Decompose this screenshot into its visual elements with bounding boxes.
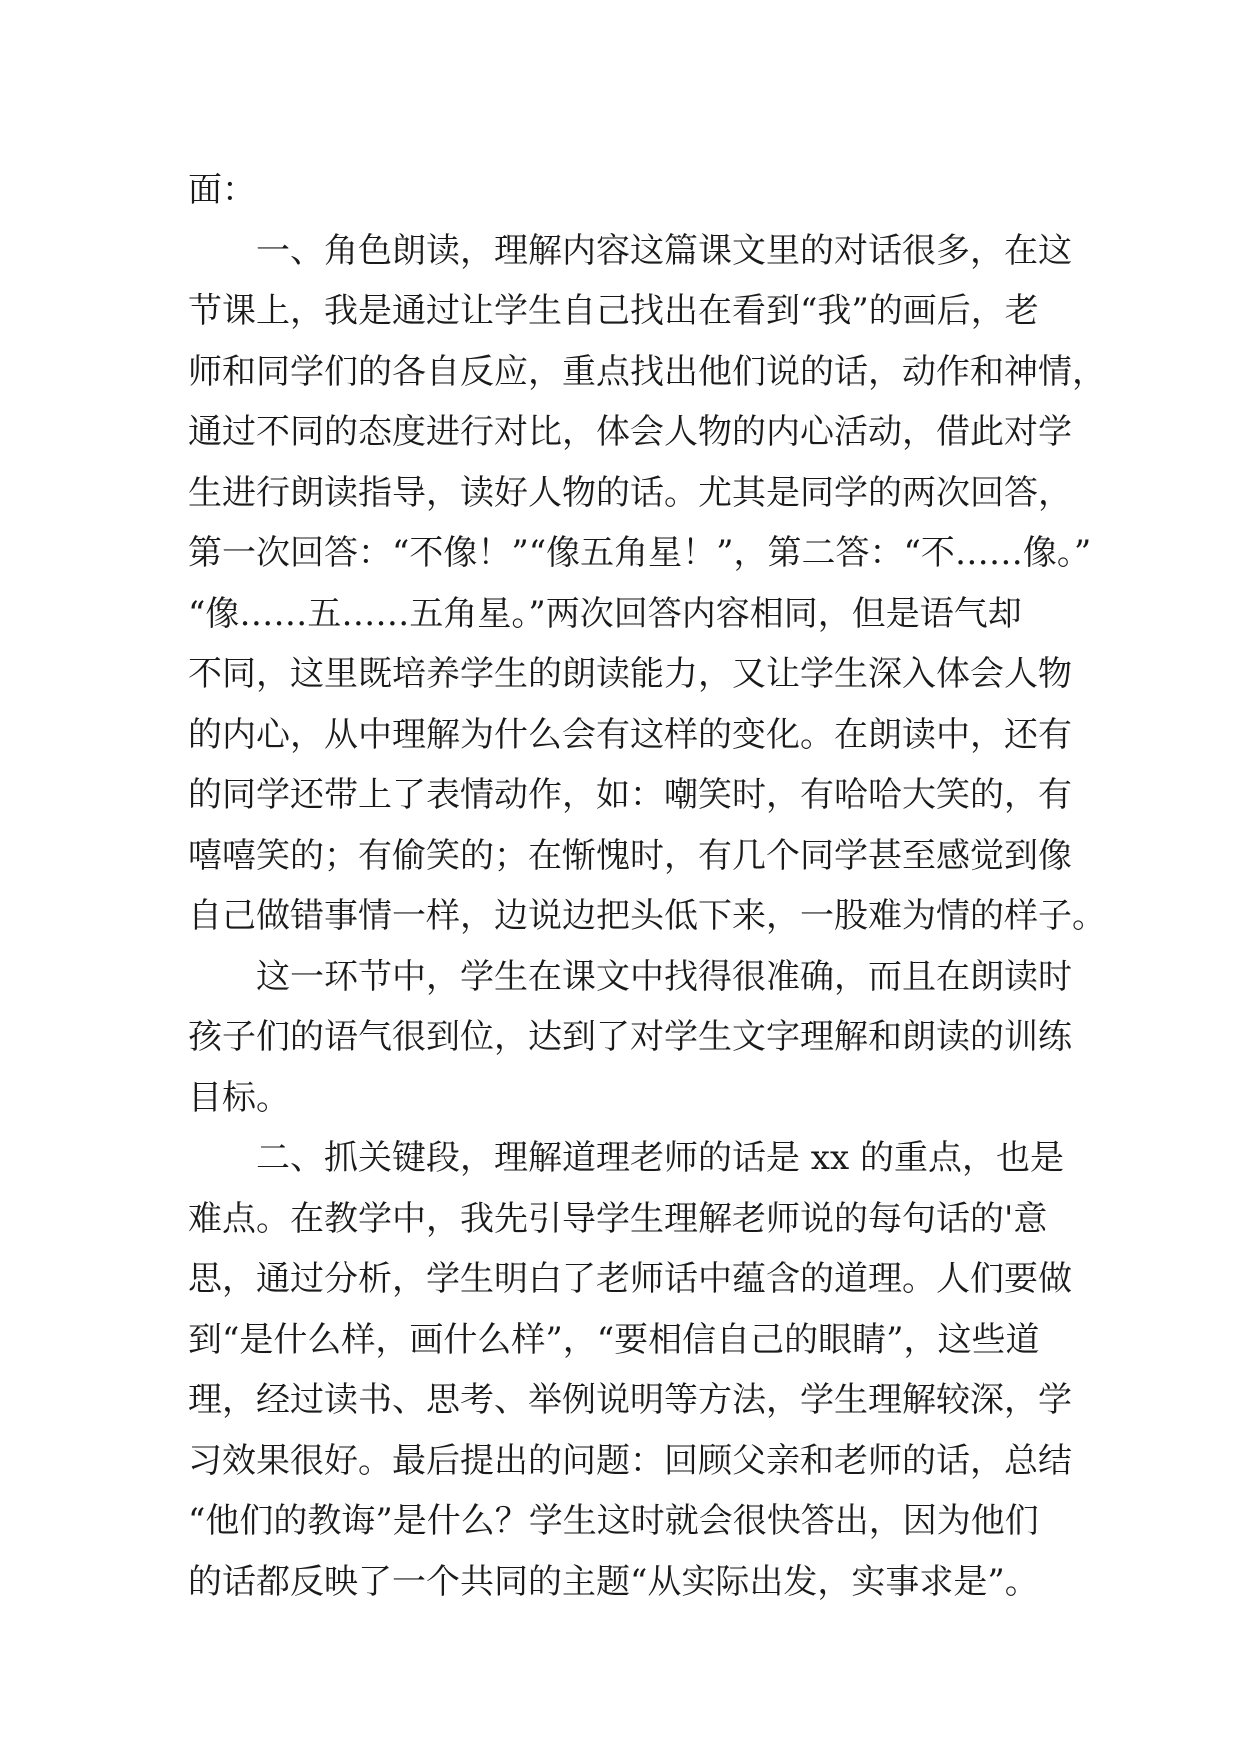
paragraph-1-start: 一、角色朗读，理解内容这篇课文里的对话很多，在这 <box>256 230 1072 271</box>
body-text <box>188 160 1106 1612</box>
text-line: 的内心，从中理解为什么会有这样的变化。在朗读中，还有 <box>188 714 1072 755</box>
text-line: 自己做错事情一样，边说边把头低下来，一股难为情的样子。 <box>188 896 1106 936</box>
text-line: 嘻嘻笑的；有偷笑的；在惭愧时，有几个同学甚至感觉到像 <box>188 835 1072 876</box>
text-line: 师和同学们的各自反应，重点找出他们说的话，动作和神情， <box>188 351 1106 392</box>
text-line: 的话都反映了一个共同的主题“从实际出发，实事求是”。 <box>188 1561 1039 1602</box>
text-line: 生进行朗读指导，读好人物的话。尤其是同学的两次回答， <box>188 472 1072 513</box>
text-line: “他们的教诲”是什么？学生这时就会很快答出，因为他们 <box>188 1501 1039 1541</box>
paragraph-3-start: 二、抓关键段，理解道理老师的话是 xx 的重点，也是 <box>256 1138 1064 1178</box>
text-line: 理，经过读书、思考、举例说明等方法，学生理解较深，学 <box>188 1380 1072 1420</box>
text-line: 的同学还带上了表情动作，如：嘲笑时，有哈哈大笑的，有 <box>188 775 1072 815</box>
text-line: “像……五……五角星。”两次回答内容相同，但是语气却 <box>188 593 1022 634</box>
text-line: 面： <box>188 170 256 210</box>
text-line: 第一次回答：“不像！”“像五角星！”，第二答：“不……像。” <box>188 533 1092 573</box>
text-line: 到“是什么样，画什么样”，“要相信自己的眼睛”，这些道 <box>188 1319 1040 1360</box>
text-line: 难点。在教学中，我先引导学生理解老师说的每句话的'意 <box>188 1198 1048 1239</box>
text-line: 目标。 <box>188 1077 290 1118</box>
text-line: 孩子们的语气很到位，达到了对学生文字理解和朗读的训练 <box>188 1017 1072 1057</box>
text-line: 不同，这里既培养学生的朗读能力，又让学生深入体会人物 <box>188 654 1072 694</box>
text-line: 通过不同的态度进行对比，体会人物的内心活动，借此对学 <box>188 412 1072 452</box>
text-line: 习效果很好。最后提出的问题：回顾父亲和老师的话，总结 <box>188 1440 1072 1481</box>
text-line: 节课上，我是通过让学生自己找出在看到“我”的画后，老 <box>188 291 1039 331</box>
paragraph-2-start: 这一环节中，学生在课文中找得很准确，而且在朗读时 <box>256 956 1072 997</box>
text-line: 思，通过分析，学生明白了老师话中蕴含的道理。人们要做 <box>188 1259 1072 1299</box>
